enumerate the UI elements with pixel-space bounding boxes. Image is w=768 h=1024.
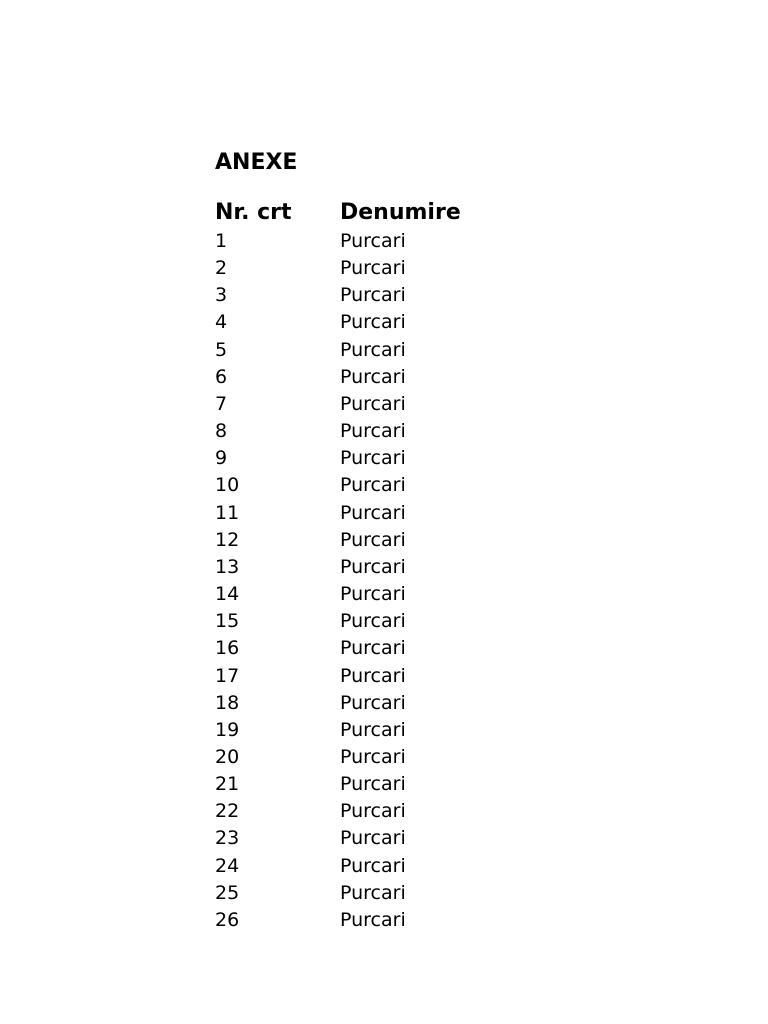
row-number-cell: 15 xyxy=(215,610,240,633)
row-name-cell: Purcari xyxy=(340,827,406,850)
row-name-cell: Purcari xyxy=(340,311,406,334)
table-row xyxy=(215,309,540,336)
row-number-cell: 9 xyxy=(215,447,228,470)
table-row xyxy=(215,255,540,282)
row-number-cell: 25 xyxy=(215,881,240,904)
table-row xyxy=(215,364,540,391)
row-number-cell: 16 xyxy=(215,637,240,660)
header-nr-crt: Nr. crt xyxy=(215,200,292,225)
row-number-cell: 17 xyxy=(215,664,240,687)
table-row xyxy=(215,825,540,852)
row-number-cell: 3 xyxy=(215,284,228,307)
row-name-cell: Purcari xyxy=(340,773,406,796)
table-row xyxy=(215,337,540,364)
row-name-cell: Purcari xyxy=(340,854,406,877)
row-number-cell: 22 xyxy=(215,800,240,823)
row-number-cell: 18 xyxy=(215,691,240,714)
row-number-cell: 8 xyxy=(215,420,228,443)
table-row xyxy=(215,608,540,635)
row-name-cell: Purcari xyxy=(340,691,406,714)
header-denumire: Denumire xyxy=(340,200,461,225)
row-number-cell: 11 xyxy=(215,501,240,524)
row-number-cell: 6 xyxy=(215,365,228,388)
table-row xyxy=(215,418,540,445)
row-name-cell: Purcari xyxy=(340,257,406,280)
table-row xyxy=(215,717,540,744)
document-title: ANEXE xyxy=(215,150,298,175)
table-row xyxy=(215,581,540,608)
row-name-cell: Purcari xyxy=(340,718,406,741)
table-row xyxy=(215,282,540,309)
table-row xyxy=(215,228,540,255)
row-name-cell: Purcari xyxy=(340,365,406,388)
row-name-cell: Purcari xyxy=(340,447,406,470)
table-row xyxy=(215,880,540,907)
row-name-cell: Purcari xyxy=(340,610,406,633)
row-name-cell: Purcari xyxy=(340,284,406,307)
row-name-cell: Purcari xyxy=(340,501,406,524)
row-number-cell: 12 xyxy=(215,528,240,551)
header-row xyxy=(215,199,540,228)
table-row xyxy=(215,472,540,499)
row-name-cell: Purcari xyxy=(340,528,406,551)
row-number-cell: 21 xyxy=(215,773,240,796)
row-name-cell: Purcari xyxy=(340,881,406,904)
row-name-cell: Purcari xyxy=(340,908,406,931)
table-row xyxy=(215,554,540,581)
table-header xyxy=(215,199,540,228)
row-number-cell: 5 xyxy=(215,338,228,361)
row-name-cell: Purcari xyxy=(340,392,406,415)
table-row xyxy=(215,527,540,554)
row-number-cell: 4 xyxy=(215,311,228,334)
table-row xyxy=(215,391,540,418)
table-row xyxy=(215,690,540,717)
row-number-cell: 2 xyxy=(215,257,228,280)
row-name-cell: Purcari xyxy=(340,338,406,361)
row-number-cell: 20 xyxy=(215,745,240,768)
table-row xyxy=(215,500,540,527)
table-body xyxy=(215,228,540,934)
row-number-cell: 24 xyxy=(215,854,240,877)
row-name-cell: Purcari xyxy=(340,745,406,768)
table-row xyxy=(215,663,540,690)
row-number-cell: 13 xyxy=(215,555,240,578)
annex-table xyxy=(215,199,540,934)
row-number-cell: 26 xyxy=(215,908,240,931)
row-name-cell: Purcari xyxy=(340,420,406,443)
table-row xyxy=(215,635,540,662)
row-name-cell: Purcari xyxy=(340,583,406,606)
row-name-cell: Purcari xyxy=(340,637,406,660)
row-name-cell: Purcari xyxy=(340,555,406,578)
table-row xyxy=(215,445,540,472)
row-name-cell: Purcari xyxy=(340,230,406,252)
table-row xyxy=(215,744,540,771)
row-number-cell: 1 xyxy=(215,230,228,252)
row-name-cell: Purcari xyxy=(340,664,406,687)
row-number-cell: 7 xyxy=(215,392,228,415)
row-number-cell: 19 xyxy=(215,718,240,741)
row-number-cell: 10 xyxy=(215,474,240,497)
table-row xyxy=(215,771,540,798)
row-name-cell: Purcari xyxy=(340,474,406,497)
row-number-cell: 14 xyxy=(215,583,240,606)
row-name-cell: Purcari xyxy=(340,800,406,823)
table-row xyxy=(215,798,540,825)
row-number-cell: 23 xyxy=(215,827,240,850)
table-row xyxy=(215,853,540,880)
table-row xyxy=(215,907,540,934)
